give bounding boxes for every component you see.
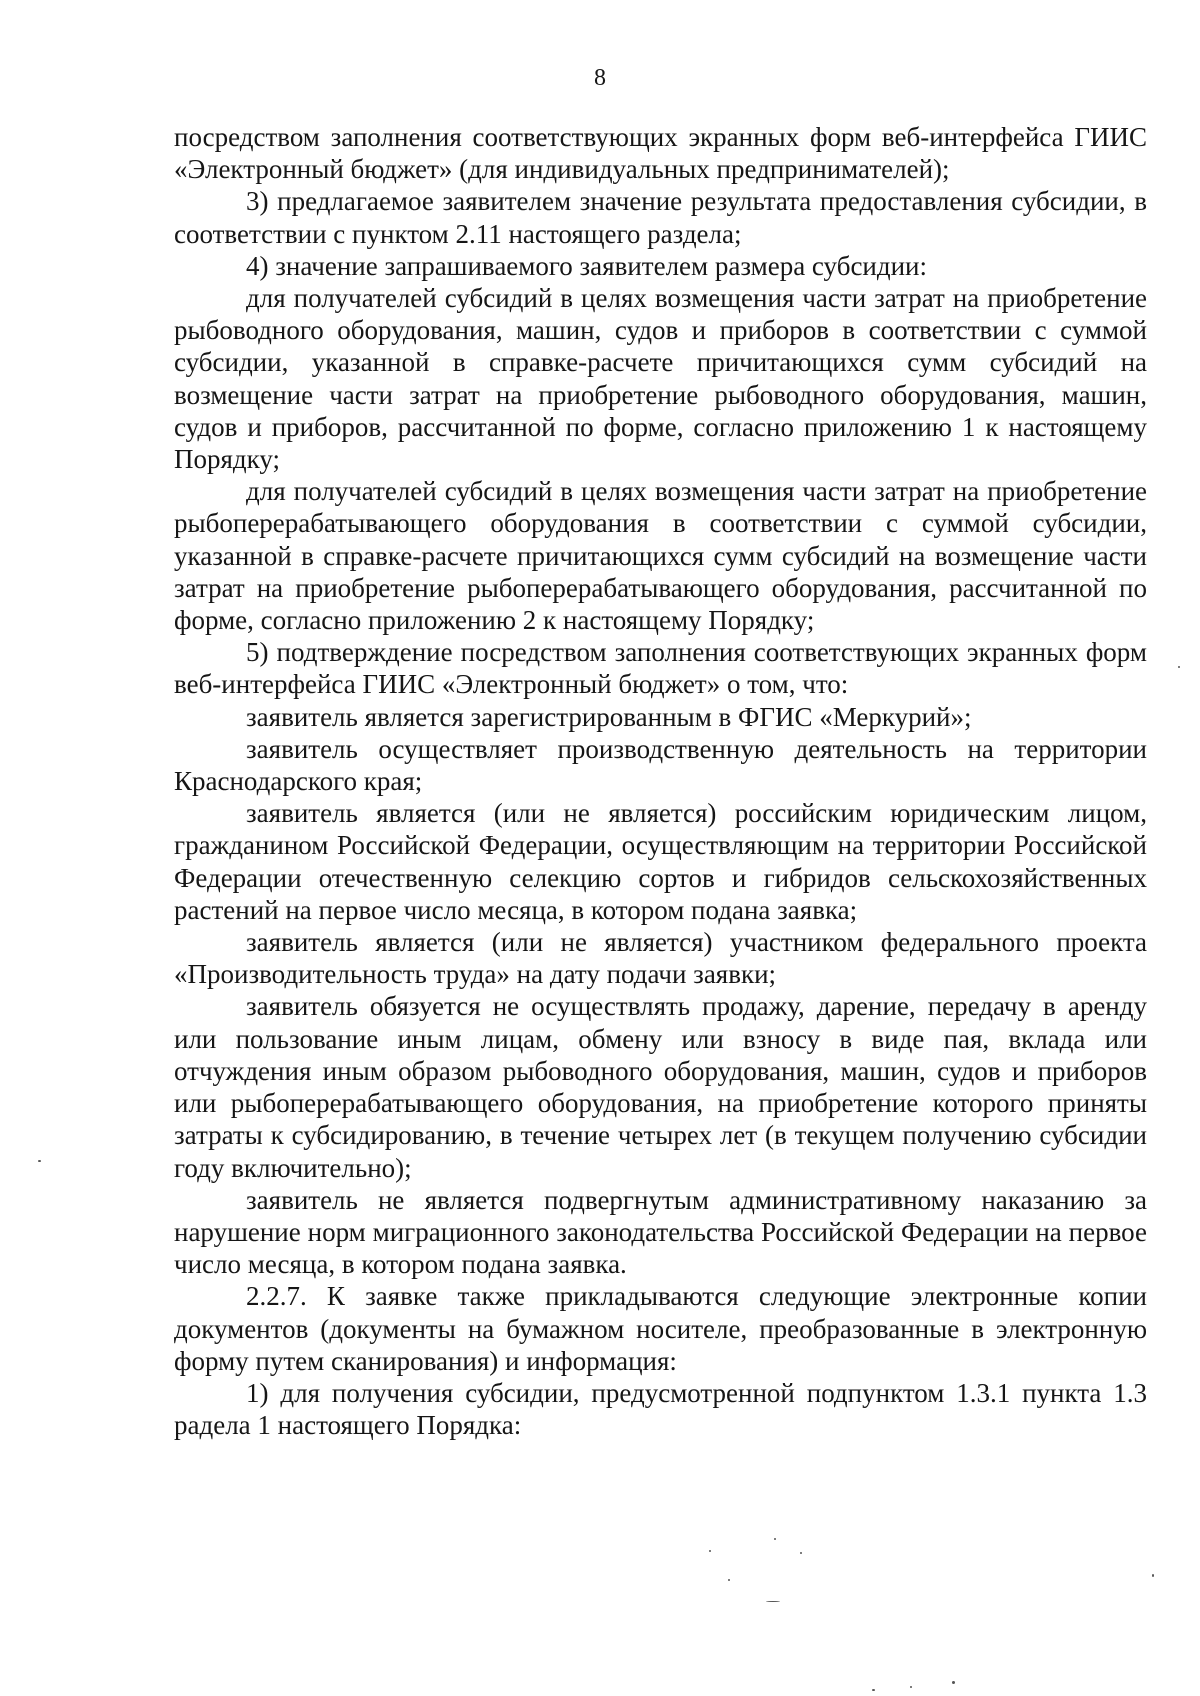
scan-speck <box>952 1681 955 1684</box>
scan-speck <box>774 1538 776 1540</box>
scan-speck <box>872 1689 875 1691</box>
document-body <box>174 121 1147 1441</box>
paragraph-11: заявитель обязуется не осуществлять продажу, дарение, передачу в аренду или пользование иным лицам, обмену или взносу в виде пая, вклада или отчуждения иным образом рыбоводного оборудования, машин, судов и приборов или рыбоперерабатывающего оборудования, на приобретение которого приняты затраты к субсидированию, в течение четырех лет (в текущем получению субсидии году включительно); <box>174 991 1147 1183</box>
paragraph-8: заявитель осуществляет производственную деятельность на территории Краснодарского края; <box>174 733 1147 797</box>
paragraph-6: 5) подтверждение посредством заполнения соответствующих экранных форм веб-интерфейса ГИИС «Электронный бюджет» о том, что: <box>174 637 1147 700</box>
paragraph-4: для получателей субсидий в целях возмещения части затрат на приобретение рыбоводного оборудования, машин, судов и приборов в соответствии с суммой субсидии, указанной в справке-расчете причитающихся сумм субсидий на возмещение части затрат на приобретение рыбоводного оборудования, машин, судов и приборов, рассчитанной по форме, согласно приложению 1 к настоящему Порядку; <box>174 283 1147 475</box>
paragraph-13: 2.2.7. К заявке также прикладываются следующие электронные копии документов (документы на бумажном носителе, преобразованные в электронную форму путем сканирования) и информация: <box>174 1281 1147 1376</box>
scan-speck <box>766 1601 780 1602</box>
paragraph-14: 1) для получения субсидии, предусмотренной подпунктом 1.3.1 пункта 1.3 радела 1 настоящего Порядка: <box>174 1377 1147 1441</box>
scan-speck <box>1178 666 1180 668</box>
paragraph-1: посредством заполнения соответствующих экранных форм веб-интерфейса ГИИС «Электронный бюджет» (для индивидуальных предпринимателей); <box>174 122 1147 185</box>
paragraph-5: для получателей субсидий в целях возмещения части затрат на приобретение рыбоперерабатывающего оборудования в соответствии с суммой субсидии, указанной в справке-расчете причитающихся сумм субсидий на возмещение части затрат на приобретение рыбоперерабатывающего оборудования, рассчитанной по форме, согласно приложению 2 к настоящему Порядку; <box>174 476 1147 636</box>
paragraph-9: заявитель является (или не является) российским юридическим лицом, гражданином Российской Федерации, осуществляющим на территории Российской Федерации отечественную селекцию сортов и гибридов сельскохозяйственных растений на первое число месяца, в котором подана заявка; <box>174 798 1147 925</box>
paragraph-2: 3) предлагаемое заявителем значение результата предоставления субсидии, в соответствии с пунктом 2.11 настоящего раздела; <box>174 186 1147 249</box>
page-number: 8 <box>594 65 606 91</box>
paragraph-10: заявитель является (или не является) участником федерального проекта «Производительность труда» на дату подачи заявки; <box>174 927 1147 990</box>
scan-speck <box>800 1552 802 1554</box>
scan-speck <box>728 1579 730 1581</box>
paragraph-7: заявитель является зарегистрированным в ФГИС «Меркурий»; <box>246 701 972 732</box>
scan-speck <box>38 1160 41 1162</box>
scan-speck <box>1152 1574 1154 1577</box>
scan-speck <box>910 1686 912 1688</box>
paragraph-3: 4) значение запрашиваемого заявителем размера субсидии: <box>246 250 928 281</box>
scan-speck <box>709 1550 711 1552</box>
paragraph-12: заявитель не является подвергнутым административному наказанию за нарушение норм миграционного законодательства Российской Федерации на первое число месяца, в котором подана заявка. <box>174 1184 1147 1280</box>
